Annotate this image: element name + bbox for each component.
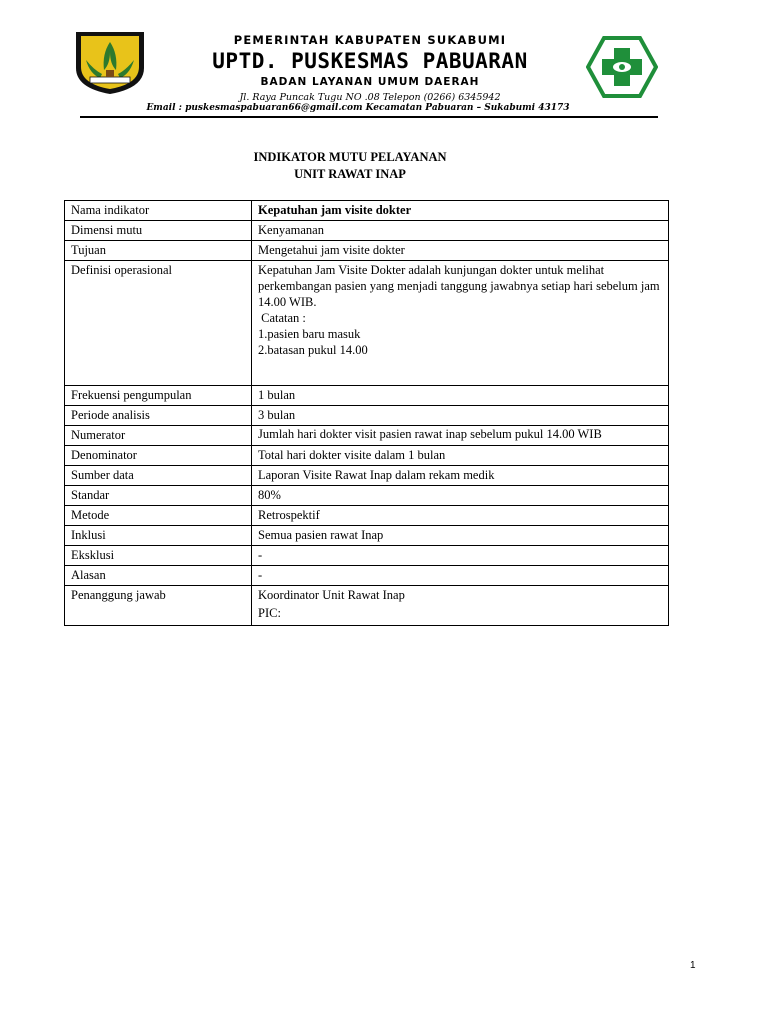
table-row — [65, 486, 669, 506]
row-label: Inklusi — [65, 526, 252, 546]
row-value — [252, 261, 669, 386]
row-value: Semua pasien rawat Inap — [252, 526, 669, 546]
kabupaten-sukabumi-emblem-icon — [72, 30, 148, 96]
row-label: Dimensi mutu — [65, 221, 252, 241]
document-title: INDIKATOR MUTU PELAYANAN — [253, 150, 447, 164]
table-row — [65, 261, 669, 386]
row-value — [252, 586, 669, 626]
page-number: 1 — [690, 960, 696, 971]
pic-label: PIC: — [258, 606, 281, 620]
row-value: 3 bulan — [252, 406, 669, 426]
row-value: Mengetahui jam visite dokter — [252, 241, 669, 261]
row-label: Tujuan — [65, 241, 252, 261]
table-row — [65, 506, 669, 526]
letterhead-government-line: PEMERINTAH KABUPATEN SUKABUMI — [233, 33, 507, 47]
note-item: 1.pasien baru masuk — [258, 327, 361, 341]
responsible-unit: Koordinator Unit Rawat Inap — [258, 588, 405, 602]
table-row — [65, 386, 669, 406]
row-value: Total hari dokter visite dalam 1 bulan — [252, 446, 669, 466]
row-label: Alasan — [65, 566, 252, 586]
table-row — [65, 406, 669, 426]
letterhead-blud-line: BADAN LAYANAN UMUM DAERAH — [260, 76, 480, 88]
row-label: Penanggung jawab — [65, 586, 252, 626]
row-value: 80% — [252, 486, 669, 506]
table-row — [65, 241, 669, 261]
row-label: Metode — [65, 506, 252, 526]
row-label: Periode analisis — [65, 406, 252, 426]
row-value: Laporan Visite Rawat Inap dalam rekam medik — [252, 466, 669, 486]
table-row — [65, 426, 669, 446]
row-value: Kepatuhan jam visite dokter — [252, 201, 669, 221]
row-value: Kenyamanan — [252, 221, 669, 241]
row-label: Standar — [65, 486, 252, 506]
table-row — [65, 446, 669, 466]
letterhead-email: Email : puskesmaspabuaran66@gmail.com Kecamatan Pabuaran – Sukabumi 43173 — [146, 103, 570, 113]
note-title: Catatan : — [258, 311, 306, 325]
row-label: Nama indikator — [65, 201, 252, 221]
document-subtitle: UNIT RAWAT INAP — [294, 167, 406, 181]
table-row — [65, 201, 669, 221]
table-row — [65, 466, 669, 486]
table-row — [65, 546, 669, 566]
letterhead-divider — [80, 116, 658, 118]
row-value: - — [252, 566, 669, 586]
row-label: Denominator — [65, 446, 252, 466]
table-row — [65, 566, 669, 586]
row-label: Definisi operasional — [65, 261, 252, 386]
row-label: Eksklusi — [65, 546, 252, 566]
letterhead-address: Jl. Raya Puncak Tugu NO .08 Telepon (0266) 6345942 — [239, 92, 501, 103]
note-item: 2.batasan pukul 14.00 — [258, 343, 368, 357]
row-value: Retrospektif — [252, 506, 669, 526]
letterhead-institution-name: UPTD. PUSKESMAS PABUARAN — [212, 49, 528, 73]
row-label: Numerator — [65, 426, 252, 446]
row-value: - — [252, 546, 669, 566]
table-row — [65, 221, 669, 241]
row-value: 1 bulan — [252, 386, 669, 406]
row-label: Sumber data — [65, 466, 252, 486]
table-row — [65, 586, 669, 626]
indicator-table — [64, 200, 669, 626]
row-label: Frekuensi pengumpulan — [65, 386, 252, 406]
table-row — [65, 526, 669, 546]
puskesmas-logo-icon — [586, 36, 658, 98]
row-value: Jumlah hari dokter visit pasien rawat inap sebelum pukul 14.00 WIB — [252, 426, 669, 446]
letterhead — [0, 0, 768, 125]
definition-text: Kepatuhan Jam Visite Dokter adalah kunjungan dokter untuk melihat perkembangan pasien yang menjadi tanggung jawabnya setiap hari sebelum jam 14.00 WIB. — [258, 263, 660, 309]
